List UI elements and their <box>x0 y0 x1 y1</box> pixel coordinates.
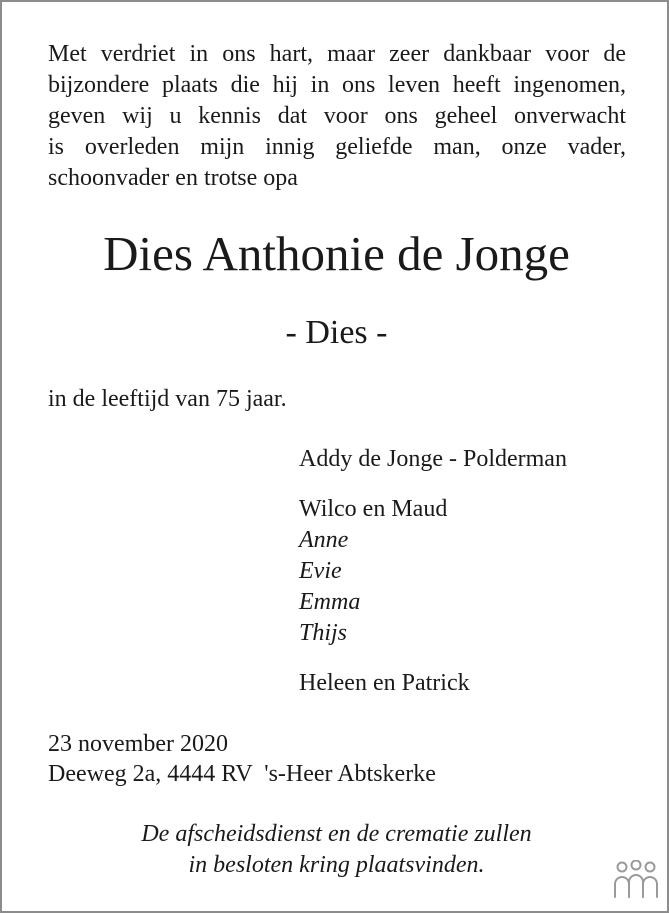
deceased-nickname: - Dies - <box>285 314 388 351</box>
grandchild-name: Emma <box>299 589 361 615</box>
child-family: Heleen en Patrick <box>299 670 470 696</box>
family-list <box>299 444 567 699</box>
family-people-icon <box>612 860 660 900</box>
correspondence-address: Deeweg 2a, 4444 RV 's-Heer Abtskerke <box>48 761 436 787</box>
notice-date: 23 november 2020 <box>48 731 228 757</box>
deceased-name: Dies Anthonie de Jonge <box>103 226 570 281</box>
child-family: Wilco en Maud <box>299 496 448 522</box>
grandchild-name: Evie <box>299 558 342 584</box>
intro-line: geven wij u kennis dat voor ons geheel onverwacht <box>48 103 626 129</box>
grandchild-name: Thijs <box>299 620 348 646</box>
intro-line: bijzondere plaats die hij in ons leven heeft ingenomen, <box>48 72 626 98</box>
intro-paragraph <box>48 39 626 194</box>
intro-line: Met verdriet in ons hart, maar zeer dankbaar voor de <box>48 41 626 67</box>
intro-line: is overleden mijn innig geliefde man, onze vader, <box>48 134 626 160</box>
closing-line: in besloten kring plaatsvinden. <box>188 852 485 878</box>
spouse-name: Addy de Jonge - Polderman <box>299 446 567 472</box>
closing-line: De afscheidsdienst en de crematie zullen <box>141 821 532 847</box>
closing-note <box>2 819 669 881</box>
age-text: in de leeftijd van 75 jaar. <box>48 386 287 412</box>
grandchild-name: Anne <box>299 527 349 553</box>
intro-line: schoonvader en trotse opa <box>48 165 298 191</box>
